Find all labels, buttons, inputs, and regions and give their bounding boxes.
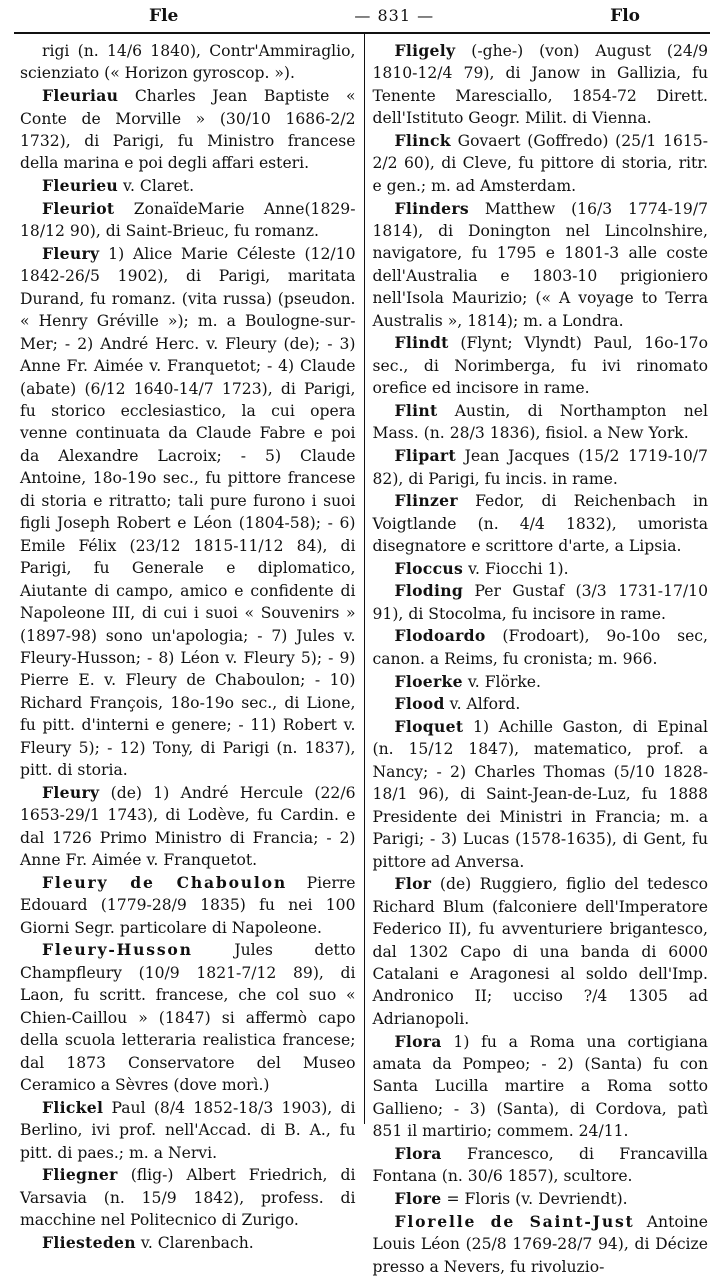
right-column: [364, 34, 711, 1276]
entry: [373, 1211, 709, 1278]
entry: [373, 1143, 709, 1188]
entry-headword: Floding: [394, 581, 464, 601]
entry-headword: Floquet: [394, 716, 464, 736]
entry-headword: Floerke: [394, 671, 463, 691]
entry: [20, 40, 356, 85]
entry-text: Fedor, di Reichenbach in Voigtlande (n. 4/4 1832), umorista disegnatore e scrittore d'arte, a Lipsia.: [372, 492, 708, 556]
entry-headword: Flickel: [42, 1097, 104, 1117]
entry-text: Per Gustaf (3/3 1731-17/10 91), di Stocolma, fu incisore in rame.: [372, 582, 708, 623]
entry: [373, 873, 709, 1030]
entry-text: Austin, di Northampton nel Mass. (n. 28/3 1836), fisiol. a New York.: [372, 402, 708, 443]
entry: [20, 198, 356, 243]
entry-headword: Flint: [394, 401, 438, 420]
entry: [20, 85, 356, 175]
entry-text: (Frodoart), 9o-10o sec, canon. a Reims, fu cronista; m. 966.: [372, 627, 708, 668]
entry-text: (de) 1) André Hercule (22/6 1653-29/1 1743), di Lodève, fu Cardin. e dal 1726 Primo Ministro di Francia; - 2) Anne Fr. Aimée v. Franquetot.: [20, 783, 356, 870]
entry-headword: Flood: [394, 694, 445, 714]
entry-text: v. Claret.: [123, 177, 195, 196]
entry-text: (-ghe-) (von) August (24/9 1810-12/4 79), di Janow in Gallizia, fu Tenente Maresciallo, 1854-72 Dirett. dell'Istituto Geogr. Milit. di Vienna.: [372, 42, 708, 128]
entry-text: 1) Alice Marie Céleste (12/10 1842-26/5 1902), di Parigi, maritata Durand, fu romanz. (vita russa) (pseudon. « Henry Gréville »); m. a Boulogne-sur-Mer; - 2) André Herc. v. Fleury (de); - 3) Anne Fr. Aimée v. Franquetot; - 4) Claude (abate) (6/12 1640-14/7 1723), di Parigi, fu storico ecclesiastico, la cui opera venne continuata da Claude Fabre e poi da Alexandre Lacroix; - 5) Claude Antoine, 18o-19o sec., fu pittore francese di storia e ritratto; tali pure furono i suoi figli Joseph Robert e Léon (1804-58); - 6) Emile Félix (23/12 1815-11/12 84), di Parigi, fu Generale e diplomatico, Aiutante di campo, amico e confidente di Napoleone III, di cui i suoi « Souvenirs » (1897-98) sono un'apologia; - 7) Jules v. Fleury-Husson; - 8) Léon v. Fleury 5); - 9) Pierre E. v. Fleury de Chaboulon; - 10) Richard François, 18o-19o sec., di Lione, fu pitt. d'interni e genere; - 11) Robert v. Fleury 5); - 12) Tony, di Parigi (n. 1837), pitt. di storia.: [20, 244, 356, 780]
entry: [373, 716, 709, 873]
entry-text: Antoine Louis Léon (25/8 1769-28/7 94), di Décize presso a Nevers, fu rivoluzio-: [372, 1212, 708, 1276]
entry-headword: Fleury de Chaboulon: [42, 872, 287, 892]
entry-text: 1) Achille Gaston, di Epinal (n. 15/12 1847), matematico, prof. a Nancy; - 2) Charles Thomas (5/10 1828-18/1 96), di Saint-Jean-de-Luz, fu 1888 Presidente dei Ministri in Francia; m. a Parigi; - 3) Lucas (1578-1635), di Gent, fu pittore ad Anversa.: [372, 717, 708, 871]
entry-text: Jean Jacques (15/2 1719-10/7 82), di Parigi, fu incis. in rame.: [372, 447, 708, 488]
entry-text: Jules detto Champfleury (10/9 1821-7/12 89), di Laon, fu scritt. francese, che col suo « Chien-Caillou » (1847) si affermò capo della scuola letteraria realistica francese; dal 1873 Conservatore del Museo Ceramico a Sèvres (dove morì.): [20, 941, 356, 1095]
entry: [373, 625, 709, 670]
entry-headword: Fleurieu: [42, 176, 119, 196]
entry: [20, 243, 356, 782]
entry-text: Francesco, di Francavilla Fontana (n. 30/6 1857), scultore.: [372, 1145, 708, 1186]
running-header: [14, 6, 710, 34]
entry-text: (flig-) Albert Friedrich, di Varsavia (n. 15/9 1842), profess. di macchine nel Politecnico di Zurigo.: [20, 1166, 356, 1230]
entry-headword: Flinck: [394, 131, 451, 150]
entry-headword: Fleury-Husson: [42, 940, 193, 960]
entry-text: v. Fiocchi 1).: [468, 559, 569, 578]
header-left-guideword: Fle: [149, 6, 179, 26]
entry: [373, 332, 709, 399]
entry: [20, 1232, 356, 1254]
entry-headword: Flor: [394, 874, 432, 894]
entry: [373, 580, 709, 625]
entry: [373, 130, 709, 197]
entry: [20, 1097, 356, 1164]
entry: [20, 939, 356, 1096]
entry-text: Matthew (16/3 1774-19/7 1814), di Donington nel Lincolnshire, navigatore, fu 1795 e 1801-3 alle coste dell'Australia e 1803-10 prigioniero nell'Isola Maurizio; (« A voyage to Terra Australis », 1814); m. a Londra.: [372, 199, 708, 330]
entry-headword: Flindt: [394, 333, 449, 353]
entry-headword: Fleury: [42, 243, 100, 263]
entry: [373, 40, 709, 130]
entry-text: v. Flörke.: [467, 672, 541, 691]
entry-text: = Floris (v. Devriendt).: [446, 1190, 628, 1209]
entry-headword: Fliegner: [42, 1165, 118, 1185]
entry: [373, 693, 709, 715]
entry: [373, 1031, 709, 1143]
entry-headword: Flinders: [394, 198, 469, 218]
entry-headword: Flora: [394, 1144, 442, 1164]
entry-headword: Fleury: [42, 782, 100, 802]
entry-headword: Fligely: [394, 41, 456, 60]
header-right-guideword: Flo: [610, 6, 640, 26]
entry: [373, 198, 709, 333]
entry-headword: Flodoardo: [394, 626, 486, 646]
entry-text: rigi (n. 14/6 1840), Contr'Ammiraglio, scienziato (« Horizon gyroscop. »).: [20, 42, 356, 83]
entry-headword: Flipart: [394, 446, 456, 466]
entry-text: Paul (8/4 1852-18/3 1903), di Berlino, ivi prof. nell'Accad. di B. A., fu pitt. di paes.; m. a Nervi.: [20, 1098, 356, 1162]
page-number: — 831 —: [354, 6, 435, 25]
entry-headword: Flinzer: [394, 491, 458, 511]
left-column: [14, 34, 364, 1252]
entry: [373, 445, 709, 490]
entry-headword: Fliesteden: [42, 1232, 136, 1252]
entry: [373, 1188, 709, 1210]
entry-headword: Fleuriau: [42, 86, 119, 106]
entry-headword: Floccus: [394, 558, 464, 578]
entry-headword: Flora: [394, 1031, 442, 1051]
entry-text: v. Alford.: [449, 695, 521, 714]
entry-headword: Florelle de Saint-Just: [394, 1211, 635, 1231]
entry-headword: Flore: [394, 1189, 442, 1209]
entry: [373, 400, 709, 445]
entry: [373, 671, 709, 693]
entry-text: Charles Jean Baptiste « Conte de Morville » (30/10 1686-2/2 1732), di Parigi, fu Ministro francese della marina e poi degli affari esteri.: [20, 87, 356, 173]
entry-text: (de) Ruggiero, figlio del tedesco Richard Blum (falconiere dell'Imperatore Federico II), fu avventuriere brigantesco, dal 1302 Capo di una banda di 6000 Catalani e Aragonesi al soldo dell'Imp. Andronico II; ucciso ?/4 1305 ad Adrianopoli.: [372, 875, 708, 1028]
text-columns: [14, 34, 710, 1276]
entry-text: Govaert (Goffredo) (25/1 1615-2/2 60), di Cleve, fu pittore di storia, ritr. e gen.; m. ad Amsterdam.: [372, 132, 708, 195]
entry: [20, 872, 356, 939]
entry: [373, 490, 709, 557]
entry-text: ZonaïdeMarie Anne(1829-18/12 90), di Saint-Brieuc, fu romanz.: [20, 199, 356, 241]
entry-text: v. Clarenbach.: [140, 1233, 254, 1252]
entry-text: Pierre Edouard (1779-28/9 1835) fu nei 100 Giorni Segr. particolare di Napoleone.: [20, 873, 356, 937]
entry: [20, 1164, 356, 1231]
entry-text: 1) fu a Roma una cortigiana amata da Pompeo; - 2) (Santa) fu con Santa Lucilla martire a Roma sotto Gallieno; - 3) (Santa), di Cordova, patì 851 il martirio; commem. 24/11.: [372, 1032, 708, 1141]
entry: [20, 175, 356, 197]
entry-headword: Fleuriot: [42, 198, 115, 218]
entry: [20, 782, 356, 872]
entry: [373, 558, 709, 580]
entry-text: (Flynt; Vlyndt) Paul, 16o-17o sec., di Norimberga, fu ivi rinomato orefice ed incisore in rame.: [372, 334, 708, 398]
